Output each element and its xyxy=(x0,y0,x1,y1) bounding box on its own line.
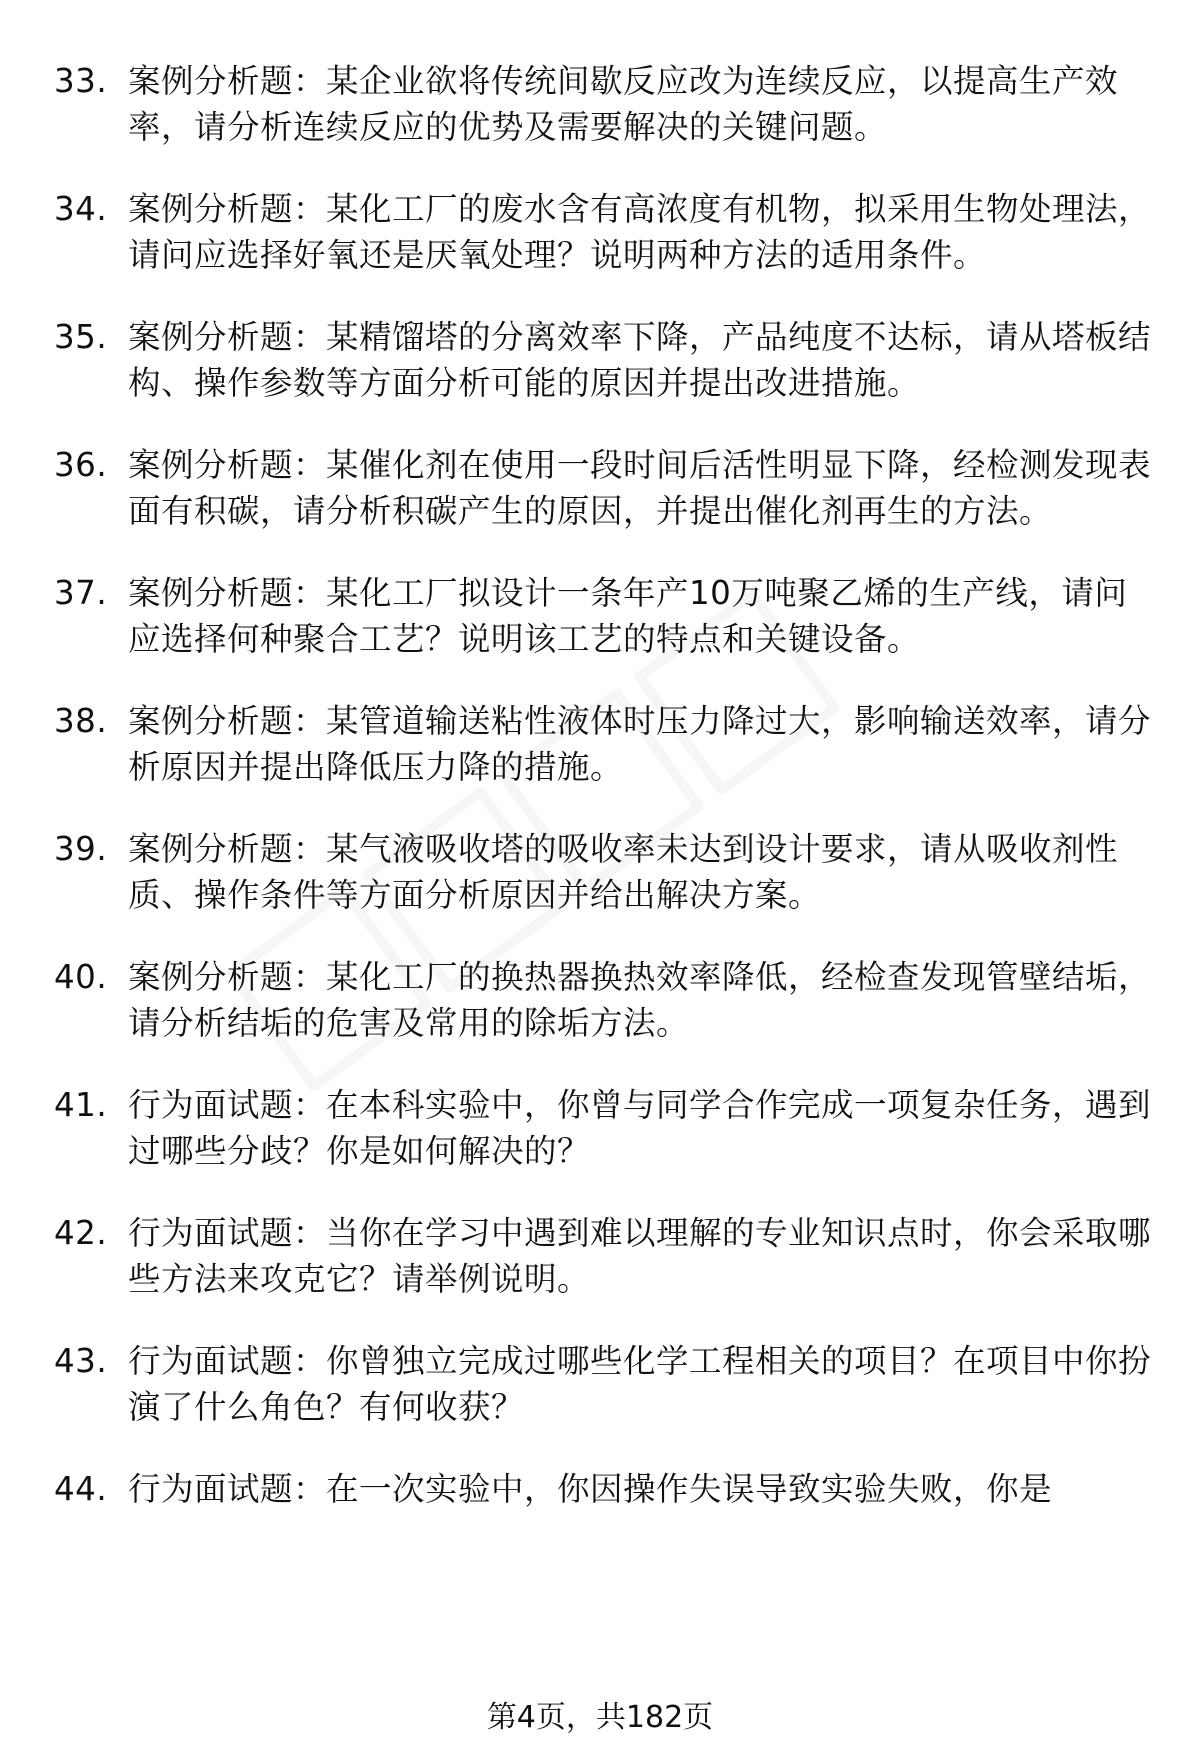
question-list xyxy=(0,58,1200,1548)
question-number: 44. xyxy=(54,1470,108,1508)
list-item xyxy=(0,442,1200,534)
question-text: 案例分析题：某企业欲将传统间歇反应改为连续反应，以提高生产效率，请分析连续反应的优势及需要解决的关键问题。 xyxy=(128,62,1119,146)
question-text: 行为面试题：在一次实验中，你因操作失误导致实验失败，你是 xyxy=(128,1470,1053,1508)
question-text: 案例分析题：某化工厂的换热器换热效率降低，经检查发现管壁结垢，请分析结垢的危害及常用的除垢方法。 xyxy=(128,958,1152,1042)
question-text: 案例分析题：某化工厂的废水含有高浓度有机物，拟采用生物处理法，请问应选择好氧还是厌氧处理？说明两种方法的适用条件。 xyxy=(128,190,1152,274)
question-number: 42. xyxy=(54,1214,108,1252)
question-text: 案例分析题：某气液吸收塔的吸收率未达到设计要求，请从吸收剂性质、操作条件等方面分析原因并给出解决方案。 xyxy=(128,830,1119,914)
list-item xyxy=(0,570,1200,662)
list-item xyxy=(0,826,1200,918)
question-text: 案例分析题：某催化剂在使用一段时间后活性明显下降，经检测发现表面有积碳，请分析积碳产生的原因，并提出催化剂再生的方法。 xyxy=(128,446,1152,530)
list-item xyxy=(0,58,1200,150)
list-item xyxy=(0,954,1200,1046)
question-number: 39. xyxy=(54,830,108,868)
question-number: 35. xyxy=(54,318,108,356)
page-number-footer: 第4页，共182页 xyxy=(486,1700,714,1735)
list-item xyxy=(0,1082,1200,1174)
question-number: 36. xyxy=(54,446,108,484)
list-item xyxy=(0,1338,1200,1430)
question-number: 38. xyxy=(54,702,108,740)
list-item xyxy=(0,1466,1200,1512)
question-number: 37. xyxy=(54,574,108,612)
question-number: 33. xyxy=(54,62,108,100)
list-item xyxy=(0,186,1200,278)
question-text: 行为面试题：在本科实验中，你曾与同学合作完成一项复杂任务，遇到过哪些分歧？你是如何解决的？ xyxy=(128,1086,1152,1170)
question-text: 案例分析题：某管道输送粘性液体时压力降过大，影响输送效率，请分析原因并提出降低压力降的措施。 xyxy=(128,702,1152,786)
question-number: 41. xyxy=(54,1086,108,1124)
list-item xyxy=(0,698,1200,790)
question-text: 案例分析题：某化工厂拟设计一条年产10万吨聚乙烯的生产线，请问应选择何种聚合工艺？说明该工艺的特点和关键设备。 xyxy=(128,574,1128,658)
question-number: 34. xyxy=(54,190,108,228)
question-text: 行为面试题：当你在学习中遇到难以理解的专业知识点时，你会采取哪些方法来攻克它？请举例说明。 xyxy=(128,1214,1152,1298)
question-text: 行为面试题：你曾独立完成过哪些化学工程相关的项目？在项目中你扮演了什么角色？有何收获？ xyxy=(128,1342,1152,1426)
question-text: 案例分析题：某精馏塔的分离效率下降，产品纯度不达标，请从塔板结构、操作参数等方面分析可能的原因并提出改进措施。 xyxy=(128,318,1152,402)
question-number: 40. xyxy=(54,958,108,996)
list-item xyxy=(0,314,1200,406)
list-item xyxy=(0,1210,1200,1302)
question-number: 43. xyxy=(54,1342,108,1380)
